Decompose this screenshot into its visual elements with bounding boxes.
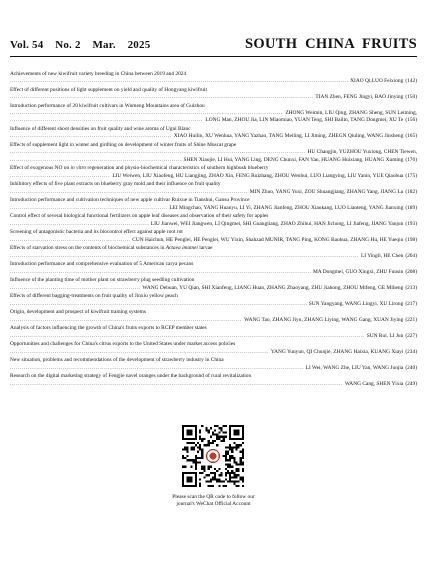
toc-entry-authors: TIAN Zhen, FENG Jingyi, BAO Jinying — [315, 94, 404, 101]
toc-entry-page: (234) — [405, 348, 417, 355]
toc-entry-title: Influence of different shoot densities on fruit quality and wine aroma of Ugni Blanc — [10, 126, 191, 133]
leader-dots — [10, 365, 304, 372]
toc-entry-authors: MA Dongmei, GUO Xingxi, ZHU Funsin — [313, 268, 404, 275]
leader-dots — [10, 205, 167, 212]
toc-entry-authors-line — [10, 317, 417, 324]
toc-entry-authors: XIAO Qi,LUO Feixiong — [350, 78, 404, 85]
toc-entry-authors-line — [10, 78, 417, 85]
toc-entry[interactable] — [10, 71, 417, 85]
leader-dots — [10, 133, 172, 140]
toc-entry-title: Influence of the planting time of mother plant on strawberry plug seedling cultivation — [10, 277, 195, 284]
leader-dots — [10, 237, 130, 244]
toc-entry-page: (221) — [405, 316, 417, 323]
page-header — [10, 36, 417, 57]
leader-dots — [10, 189, 248, 196]
toc-entry-authors-line — [10, 253, 417, 260]
toc-entry-authors: SUN Rui, LI Jun — [366, 332, 404, 339]
toc-entry-page: (170) — [405, 156, 417, 163]
qr-caption-line1: Please scan the QR code to follow our — [172, 494, 255, 500]
toc-entry-authors-line — [10, 237, 417, 244]
leader-dots — [10, 173, 110, 180]
toc-entry-authors-line — [10, 301, 417, 308]
toc-entry[interactable] — [10, 357, 417, 371]
toc-entry-title: Origin, development and prospect of kiwifruit training systems — [10, 309, 146, 316]
toc-entry-authors-line — [10, 94, 417, 101]
toc-entry-title: Introduction performance and cultivation techniques of new apple cultivar Ruixue in Tianshui, Gansu Province — [10, 197, 250, 204]
toc-entry-page: (204) — [405, 252, 417, 259]
leader-dots — [10, 110, 283, 117]
toc-entry-page: (142) — [405, 78, 417, 85]
toc-entry-title: Effects of starvation stress on the contents of biochemical substances in Actaea imamei larvae — [10, 245, 213, 252]
toc-entry-authors: LI Yingli, HE Chen — [360, 252, 404, 259]
toc-entry-authors: MIN Zhuo, YANG Yuxi, ZOU Shuangjiang, ZHANG Yang, JIANG Lu — [249, 188, 404, 195]
toc-entry-page: (182) — [405, 188, 417, 195]
toc-entry-authors: ZHONG Weimin, LIU Qing, ZHANG Sheng, SUN Leiming, — [285, 110, 417, 117]
table-of-contents — [10, 71, 417, 389]
toc-entry-title: Control effect of several biological functional fertilizers on apple leaf diseases and observation of their safety for apples — [10, 213, 269, 220]
toc-entry-authors: XIAO Huilin, XU Wenhua, YANG Yazhao, TANG Meiling, LI Jiming, ZHEGN Qiuling, WANG Jinsheng — [173, 133, 404, 140]
toc-entry[interactable] — [10, 293, 417, 307]
toc-entry-authors-line — [10, 157, 417, 164]
toc-entry[interactable] — [10, 261, 417, 275]
toc-entry-authors-line — [10, 221, 417, 228]
toc-entry-title: Effect of different positions of light supplement on yield and quality of Hongyang kiwifruit — [10, 87, 207, 93]
volume: Vol. 54 — [10, 39, 44, 51]
toc-entry-page: (156) — [405, 117, 417, 124]
toc-entry-authors: SUN Yangyang, WANG Lingyi, XU Lirong — [308, 300, 404, 307]
issue-info — [10, 39, 150, 51]
italic-term: Actaea imamei — [165, 245, 198, 252]
toc-entry-authors: LEI Mingchao, YANG Huanyu, LI Yi, ZHANG Jianfeng, ZHOU Xiaokang, LUO Lianteng, YANG Jianxing — [169, 204, 404, 211]
qr-code[interactable] — [182, 425, 244, 487]
toc-entry-page: (150) — [405, 94, 417, 101]
toc-entry-authors: YANG Yunyun, QI Chunjie, ZHANG Haixia, KUANG Xiayi — [270, 348, 404, 355]
toc-entry-title: New situation, problems and recommendations of the development of strawberry industry in China — [10, 357, 224, 364]
toc-entry[interactable] — [10, 229, 417, 243]
toc-entry-page: (208) — [405, 268, 417, 275]
toc-entry-authors-line — [10, 117, 417, 124]
toc-entry-page: (189) — [405, 204, 417, 211]
toc-entry-title: Effects of supplement light in winter and girdling on development of winter fruits of Shine Muscat grape — [10, 142, 237, 149]
toc-entry-authors-line — [10, 205, 417, 212]
leader-dots — [10, 381, 343, 388]
toc-entry[interactable] — [10, 245, 417, 259]
leader-dots — [10, 94, 313, 101]
leader-dots — [10, 253, 359, 260]
month: Mar. — [92, 39, 116, 51]
toc-entry-authors-line — [10, 173, 417, 180]
qr-center-logo-icon — [206, 449, 221, 464]
toc-entry-authors: CUN Haichun, HE Penglei, HE Penglei, WU Yixin, Shahzad MUNIR, TANG Ping, KONG Baohua, ZHANG Hu, HE Yueqiu — [132, 236, 404, 243]
toc-entry-page: (175) — [405, 172, 417, 179]
toc-entry-authors: SHEN Xiaojie, LI Hui, YANG Ling, DENG Chunxi, FAN Yan, HUANG Huixiang, HUANG Xuming — [183, 156, 404, 163]
toc-entry[interactable] — [10, 103, 417, 125]
toc-entry-authors: LONG Man, ZHOU Jia, LIN Miaomiao, YUAN Teng, SHI Bailin, TANG Dongmei, XU Te — [205, 117, 404, 124]
toc-entry-title: Screening of antagonistic bacteria and its biocontrol effect against apple root rot — [10, 229, 183, 236]
toc-entry-title: Effects of different bagging-treatments on fruit quality of Jinxiu yellow peach — [10, 293, 178, 300]
toc-entry[interactable] — [10, 197, 417, 211]
toc-entry-authors-line — [10, 149, 417, 156]
toc-entry-page: (213) — [405, 284, 417, 291]
toc-entry-authors: LIU Weiwen, LIU Xiaofeng, HU Liangjing, ZHAO Xin, FENG Ruizhang, ZHOU Wenhui, LUO Liangying, LIU Yanin, YUE Qiaohua — [112, 172, 404, 179]
toc-entry-page: (198) — [405, 236, 417, 243]
toc-entry-title: Opportunities and challenges for China's citrus exports to the United States under market access policies — [10, 341, 236, 348]
qr-caption — [150, 494, 277, 508]
toc-entry-title: Introduction performance and comprehensive evaluation of 5 American carya pecans — [10, 261, 194, 268]
leader-dots — [10, 301, 307, 308]
toc-entry-page: (165) — [405, 133, 417, 140]
toc-entry-authors-line — [10, 365, 417, 372]
toc-entry-page: (193) — [405, 220, 417, 227]
leader-dots — [10, 317, 242, 324]
leader-dots — [10, 157, 182, 164]
toc-entry-authors-line — [10, 381, 417, 388]
leader-dots — [10, 349, 269, 356]
leader-dots — [10, 269, 311, 276]
toc-entry-authors-line — [10, 110, 417, 117]
toc-entry-authors: LI Wei, WANG Zhe, LIU Yan, WANG Junjia — [305, 364, 404, 371]
qr-caption-line2: journal's WeChat Official Account — [176, 501, 251, 508]
toc-entry-authors-line — [10, 133, 417, 140]
journal-title: SOUTH CHINA FRUITS — [245, 36, 417, 52]
toc-entry-title: Introduction performance of 20 kiwifruit cultivars in Wumeng Mountains area of Guizhou — [10, 103, 205, 109]
leader-dots — [10, 221, 149, 228]
toc-entry-title: Effect of exogenous NO on in vitro regeneration and physio-biochemical characteristics of southern highbush blueberry — [10, 165, 269, 172]
toc-entry[interactable] — [10, 126, 417, 140]
toc-entry[interactable] — [10, 309, 417, 323]
toc-entry[interactable] — [10, 325, 417, 339]
toc-entry[interactable] — [10, 181, 417, 195]
toc-entry-authors: WANG Debuan, YU Qian, SHI Xianfeng, LIANG Huan, ZHANG Zhaoyang, ZHU Jiahong, ZHOU Mifeng, GE Miheng — [142, 284, 404, 291]
toc-entry[interactable] — [10, 277, 417, 291]
toc-entry-authors: WANG Tao, ZHANG Jiyu, ZHANG Liying, WANG Gang, XUAN Jiying — [244, 316, 404, 323]
leader-dots — [10, 333, 365, 340]
leader-dots — [10, 117, 203, 124]
italic-term: in vitro — [70, 165, 87, 172]
toc-entry-page: (217) — [405, 300, 417, 307]
toc-entry-authors-line — [10, 285, 417, 292]
toc-entry-title: Inhibitory effects of five plant extracts on blueberry gray mold and their influence on fruit quality — [10, 181, 221, 188]
toc-entry[interactable] — [10, 213, 417, 227]
toc-entry-authors: HU Changjin, YUZHOU Yuxiong, CHEN Tiewen, — [307, 149, 417, 156]
toc-entry-page: (227) — [405, 332, 417, 339]
leader-dots — [10, 285, 140, 292]
toc-entry-page: (240) — [405, 364, 417, 371]
toc-entry[interactable] — [10, 165, 417, 179]
toc-entry-title: Research on the digital marketing strategy of Fengjie navel oranges under the background of rural revitalization — [10, 373, 252, 380]
toc-entry-authors-line — [10, 333, 417, 340]
toc-entry-title: Analysis of factors influencing the growth of China's fruits exports to RCEP member states — [10, 325, 207, 332]
toc-entry-page: (249) — [405, 380, 417, 387]
header-rule — [10, 56, 417, 57]
toc-entry[interactable] — [10, 87, 417, 101]
number: No. 2 — [55, 39, 81, 51]
toc-entry-authors: WANG Cang, SHEN Yixia — [344, 380, 404, 387]
toc-entry-authors-line — [10, 349, 417, 356]
toc-entry[interactable] — [10, 341, 417, 355]
toc-entry-authors: LIU Jianwei, WEI Jiangwen, LI Qingmei, SHI Guangliang, ZHAO Zhihui, HAN Jichong, LI Jiafeng, JIANG Yanjun — [150, 220, 404, 227]
toc-entry[interactable] — [10, 142, 417, 164]
leader-dots — [10, 149, 305, 156]
year: 2025 — [127, 39, 151, 51]
toc-entry-authors-line — [10, 189, 417, 196]
toc-entry-authors-line — [10, 269, 417, 276]
toc-entry[interactable] — [10, 373, 417, 387]
toc-entry-title: Achievements of new kiwifruit variety breeding in China between 2019 and 2024 — [10, 71, 187, 77]
leader-dots — [10, 78, 348, 85]
